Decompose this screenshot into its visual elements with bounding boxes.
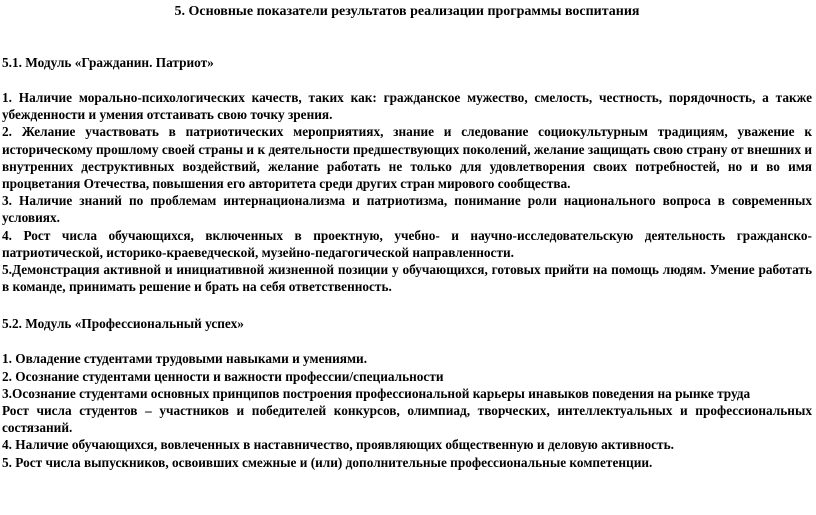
module-2-section [2,315,812,470]
module-1-item: 5.Демонстрация активной и инициативной жизненной позиции у обучающихся, готовых прийти на помощь людям. Умение работать в команде, принимать решение и брать на себя ответственность. [2,262,812,295]
module-2-item: 5. Рост числа выпускников, освоивших смежные и (или) дополнительные профессиональные компетенции. [2,454,653,470]
module-2-item: 1. Овладение студентами трудовыми навыками и умениями. [2,351,368,367]
module-2-item: Рост числа студентов – участников и победителей конкурсов, олимпиад, творческих, интеллектуальных и профессиональных состязаний. [2,403,812,436]
module-1-heading: 5.1. Модуль «Гражданин. Патриот» [2,55,214,70]
spacer [2,295,812,315]
module-2-heading: 5.2. Модуль «Профессиональный успех» [2,316,244,332]
module-1-item: 1. Наличие морально-психологических качеств, таких как: гражданское мужество, смелость, честность, порядочность, а также убежденности и умения отстаивать свою точку зрения. [2,90,812,123]
document-title: 5. Основные показатели результатов реализации программы воспитания [174,4,640,19]
module-2-item: 3.Осознание студентами основных принципов построения профессиональной карьеры инавыков поведения на рынке труда [2,385,751,401]
spacer [2,71,812,89]
spacer [2,21,812,54]
module-1-item: 4. Рост числа обучающихся, включенных в проектную, учебно- и научно-исследовательскую деятельность гражданско-патриотической, историко-краеведческой, музейно-педагогической направленности. [2,227,812,260]
module-1-item: 2. Желание участвовать в патриотических мероприятиях, знание и следование социокультурным традициям, уважение к историческому прошлому своей страны и к деятельности предшествующих поколений, желание защищать свою страну от внешних и внутренних деструктивных воздействий, желание работать не только для удовлетворения своих потребностей, но и во имя процветания Отечества, повышения его авторитета среди других стран мирового сообщества. [2,124,812,192]
module-1-section [2,54,812,295]
module-1-item: 3. Наличие знаний по проблемам интернационализма и патриотизма, понимание роли национального вопроса в современных условиях. [2,193,812,226]
module-2-item: 2. Осознание студентами ценности и важности профессии/специальности [2,368,444,384]
spacer [2,332,812,350]
module-2-item: 4. Наличие обучающихся, вовлеченных в наставничество, проявляющих общественную и деловую активность. [2,437,674,453]
